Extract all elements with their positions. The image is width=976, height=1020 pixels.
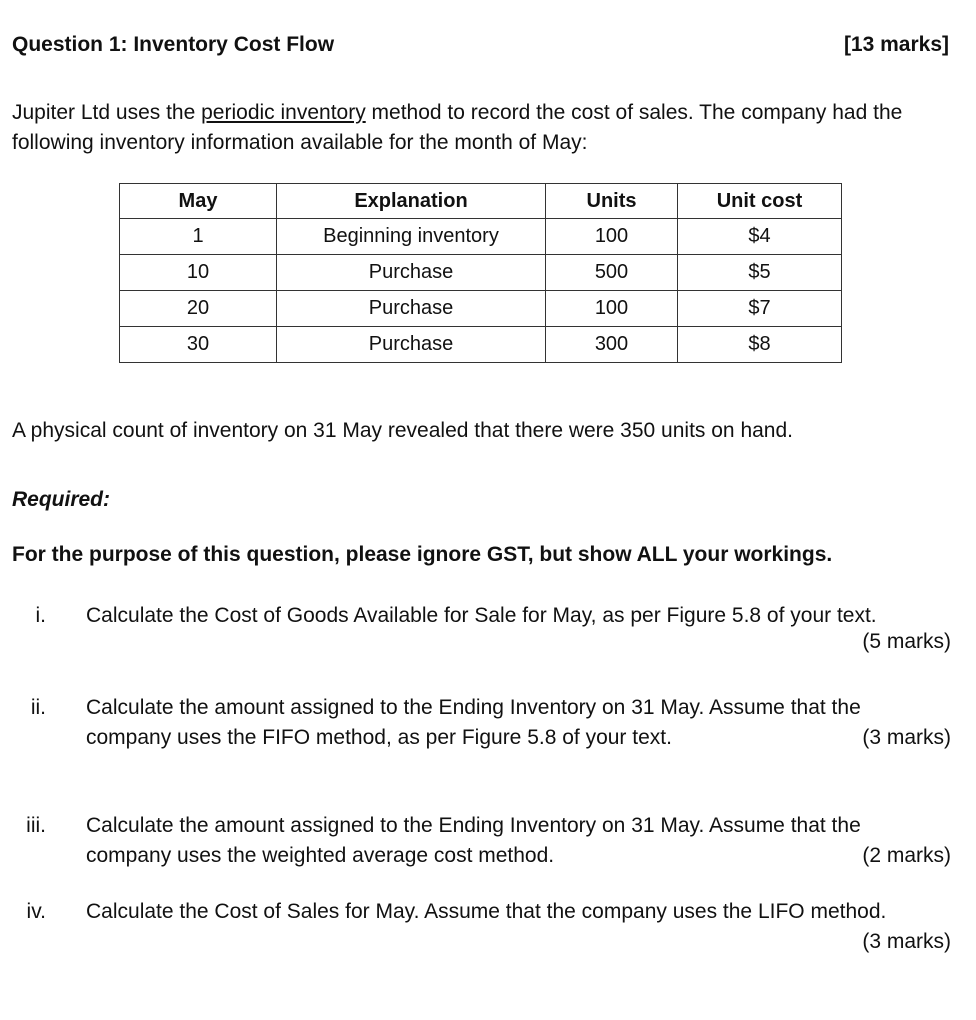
cell-explanation: Purchase — [277, 291, 546, 327]
question-number: iv. — [26, 900, 46, 923]
total-marks: [13 marks] — [843, 33, 949, 56]
cell-date: 20 — [120, 291, 277, 327]
question-text-continued: company uses the FIFO method, as per Figure 5.8 of your text. — [86, 726, 672, 749]
question-number: ii. — [30, 696, 46, 719]
question-marks: (2 marks) — [862, 844, 951, 867]
question-text: Calculate the Cost of Goods Available for Sale for May, as per Figure 5.8 of your text. — [86, 604, 877, 627]
table-row — [120, 327, 842, 363]
cell-explanation: Beginning inventory — [277, 219, 546, 255]
intro-text-post: method to record the cost of sales. The company had the following inventory information available for the month of May: — [12, 101, 903, 154]
question-number: iii. — [26, 814, 46, 837]
cell-units: 300 — [546, 327, 678, 363]
intro-underlined-term: periodic inventory — [201, 101, 366, 124]
cell-units: 500 — [546, 255, 678, 291]
table-row — [120, 291, 842, 327]
question-number: i. — [35, 604, 46, 627]
question-text: Calculate the amount assigned to the Ending Inventory on 31 May. Assume that the — [86, 696, 861, 719]
inventory-table — [119, 183, 842, 363]
cell-unit-cost: $5 — [678, 255, 842, 291]
cell-unit-cost: $4 — [678, 219, 842, 255]
question-text-continued: company uses the weighted average cost method. — [86, 844, 555, 867]
cell-date: 30 — [120, 327, 277, 363]
column-header-may: May — [120, 184, 277, 219]
question-title: Question 1: Inventory Cost Flow — [12, 33, 335, 56]
column-header-explanation: Explanation — [277, 184, 546, 219]
cell-explanation: Purchase — [277, 327, 546, 363]
question-text: Calculate the amount assigned to the Ending Inventory on 31 May. Assume that the — [86, 814, 861, 837]
required-heading: Required: — [12, 488, 111, 511]
cell-date: 10 — [120, 255, 277, 291]
intro-paragraph — [12, 98, 957, 158]
column-header-units: Units — [546, 184, 678, 219]
physical-count-text: A physical count of inventory on 31 May revealed that there were 350 units on hand. — [12, 419, 793, 442]
table-row — [120, 255, 842, 291]
table-row — [120, 219, 842, 255]
intro-text-pre: Jupiter Ltd uses the — [12, 101, 202, 124]
instruction-text: For the purpose of this question, please ignore GST, but show ALL your workings. — [12, 543, 833, 566]
question-text: Calculate the Cost of Sales for May. Assume that the company uses the LIFO method. — [86, 900, 887, 923]
table-header-row — [120, 184, 842, 219]
cell-units: 100 — [546, 219, 678, 255]
question-marks: (5 marks) — [862, 630, 951, 653]
question-marks: (3 marks) — [862, 930, 951, 953]
cell-date: 1 — [120, 219, 277, 255]
question-marks: (3 marks) — [862, 726, 951, 749]
cell-unit-cost: $7 — [678, 291, 842, 327]
cell-explanation: Purchase — [277, 255, 546, 291]
cell-units: 100 — [546, 291, 678, 327]
cell-unit-cost: $8 — [678, 327, 842, 363]
column-header-unit-cost: Unit cost — [678, 184, 842, 219]
